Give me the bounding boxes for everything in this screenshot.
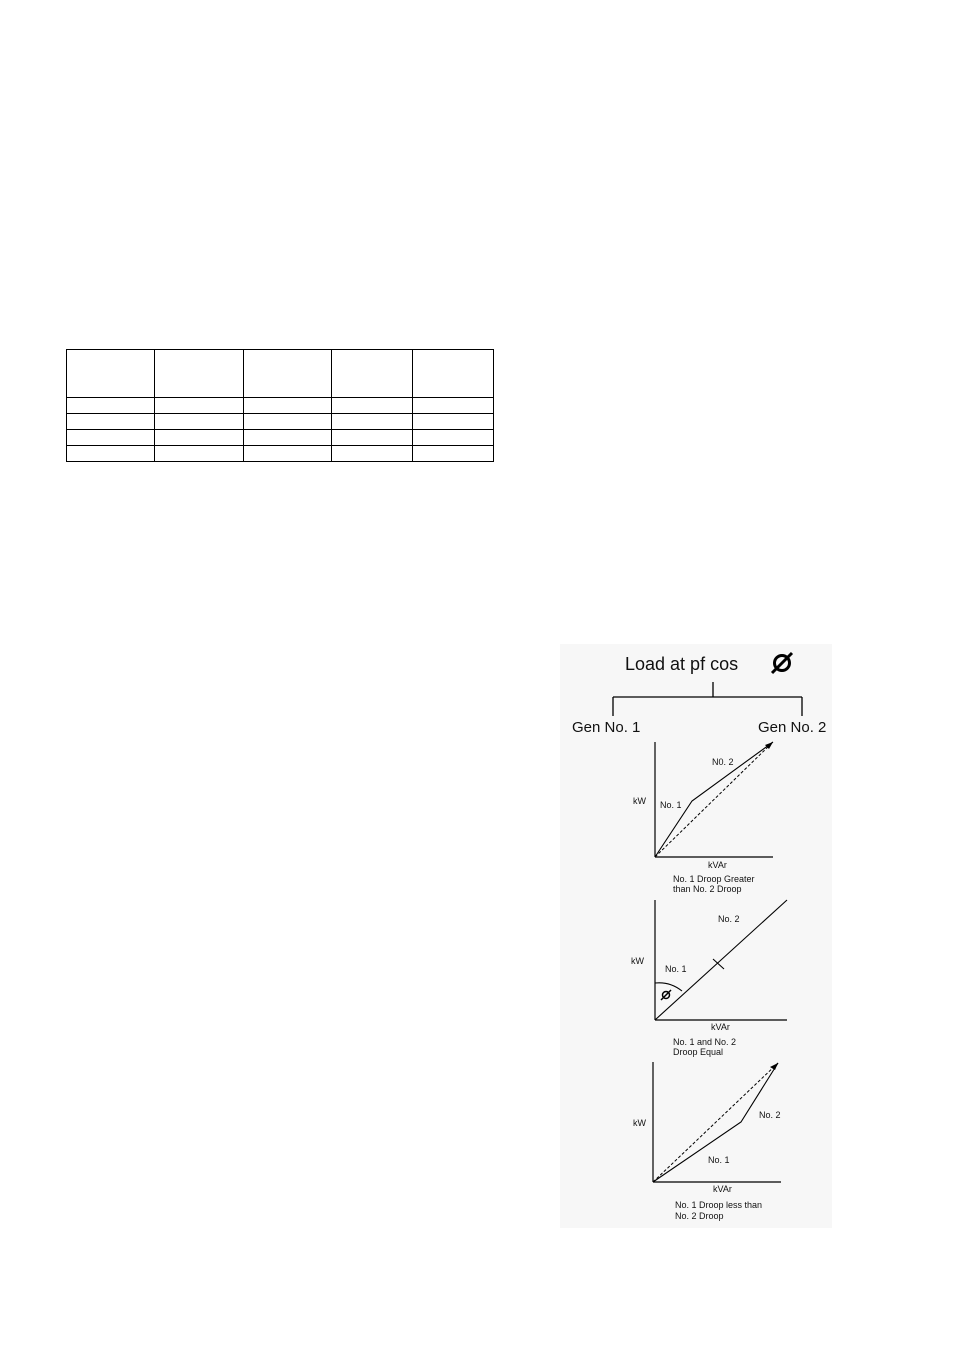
table-header-row [67,350,494,398]
table-cell [244,446,332,462]
branch-connector [613,682,802,716]
panel-2-angle-arc [655,983,682,991]
table-cell [332,430,413,446]
table-cell [244,350,332,398]
empty-table [66,349,494,462]
phi-angle-icon [661,990,671,1000]
table-cell [67,446,155,462]
panel-2-caption-1: No. 1 and No. 2 [673,1037,737,1047]
phi-symbol-icon [772,653,792,673]
panel-1-xlabel: kVAr [708,860,727,870]
table-cell [244,414,332,430]
table-cell [244,430,332,446]
table-cell [155,414,244,430]
panel-2-no2-label: No. 2 [718,914,740,924]
panel-1-no1-label: No. 1 [660,800,682,810]
panel-3-xlabel: kVAr [713,1184,732,1194]
panel-3-no1-label: No. 1 [708,1155,730,1165]
panel-2-no1-label: No. 1 [665,964,687,974]
panel-3-ylabel: kW [633,1118,646,1128]
table-row [67,430,494,446]
gen1-label: Gen No. 1 [572,719,641,736]
panel-2-caption-2: Droop Equal [673,1047,724,1057]
table-cell [413,430,494,446]
panel-2 [631,900,787,1057]
table-cell [155,398,244,414]
table-cell [67,398,155,414]
panel-1-caption-2: than No. 2 Droop [673,884,742,894]
table-cell [413,398,494,414]
panel-1-no2-label: N0. 2 [712,757,734,767]
table-cell [332,414,413,430]
table-cell [332,446,413,462]
droop-diagram [560,644,832,1228]
panel-3-caption-2: No. 2 Droop [675,1211,724,1221]
table-cell [67,414,155,430]
panel-2-xlabel: kVAr [711,1022,730,1032]
table-row [67,446,494,462]
panel-3-caption-1: No. 1 Droop less than [675,1200,763,1210]
panel-2-share-mark [713,959,724,969]
panel-2-ylabel: kW [631,956,644,966]
table-cell [67,430,155,446]
table-cell [67,350,155,398]
panel-1 [633,742,773,894]
panel-1-caption-1: No. 1 Droop Greater [673,874,755,884]
panel-1-ylabel: kW [633,796,646,806]
panel-3 [633,1062,781,1221]
table-cell [244,398,332,414]
table-cell [155,446,244,462]
table-cell [413,350,494,398]
table-row [67,398,494,414]
figure-title: Load at pf cos [625,654,739,674]
table-cell [332,398,413,414]
table-cell [413,446,494,462]
table-cell [332,350,413,398]
table-row [67,414,494,430]
table-cell [155,430,244,446]
table-cell [155,350,244,398]
table-cell [413,414,494,430]
droop-diagram-figure [560,644,832,1228]
gen2-label: Gen No. 2 [758,719,827,736]
panel-3-no2-label: No. 2 [759,1110,781,1120]
panel-3-arrowhead [770,1063,778,1070]
